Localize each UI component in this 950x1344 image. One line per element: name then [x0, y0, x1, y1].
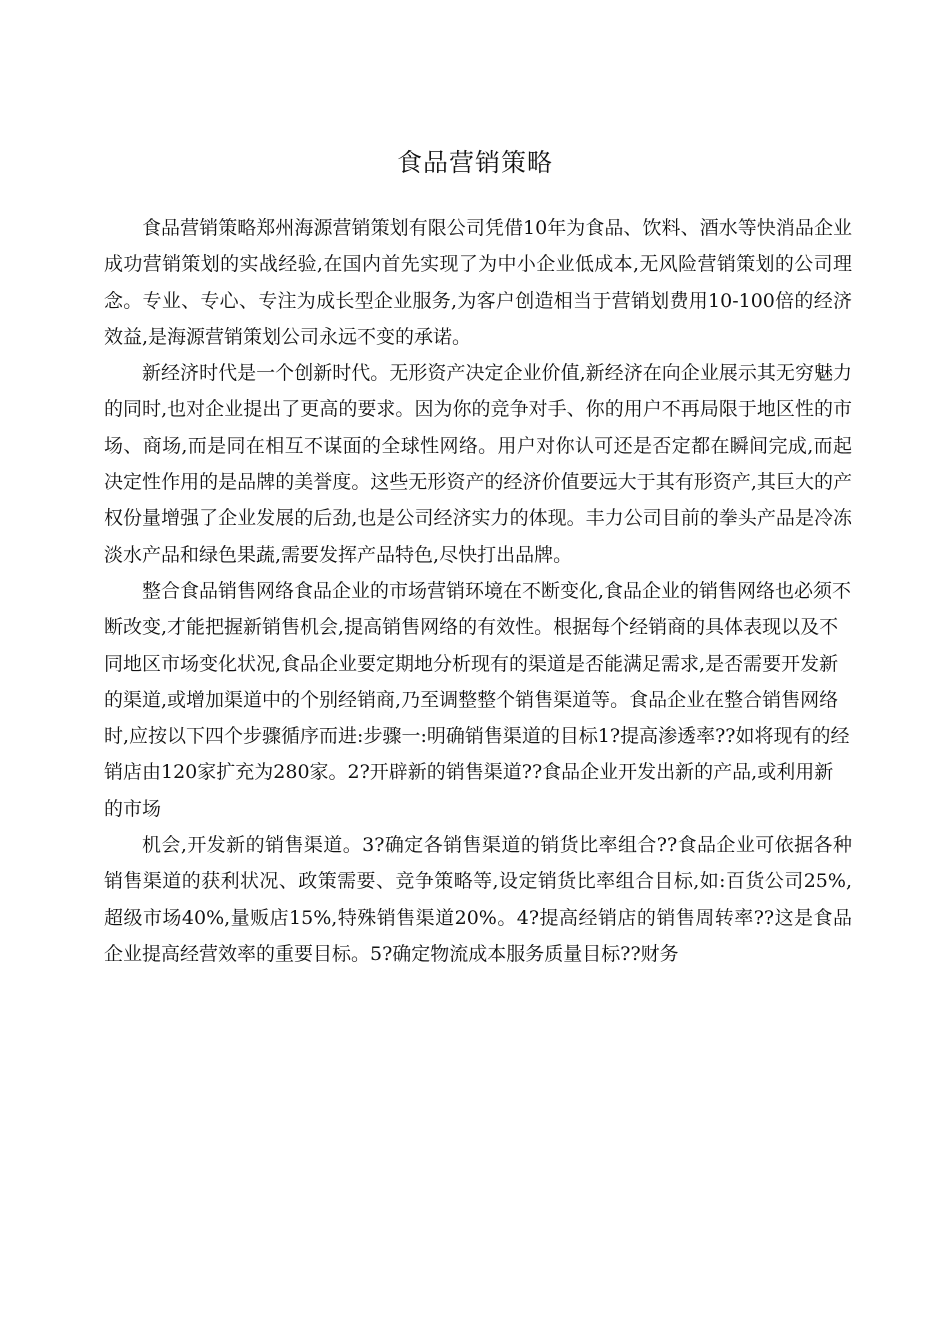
paragraph-1: 食品营销策略郑州海源营销策划有限公司凭借10年为食品、饮料、酒水等快消品企业成功营销策划的实战经验,在国内首先实现了为中小企业低成本,无风险营销策划的公司理念。专业、专心、专注为成长型企业服务,为客户创造相当于营销划费用10-100倍的经济效益,是海源营销策划公司永远不变的承诺。 [104, 217, 852, 348]
paragraph-4: 机会,开发新的销售渠道。3?确定各销售渠道的销货比率组合??食品企业可依据各种销售渠道的获利状况、政策需要、竞争策略等,设定销货比率组合目标,如:百货公司25%,超级市场40%,量贩店15%,特殊销售渠道20%。4?提高经销店的销售周转率??这是食品企业提高经营效率的重要目标。5?确定物流成本服务质量目标??财务 [104, 834, 852, 965]
paragraph-3: 整合食品销售网络食品企业的市场营销环境在不断变化,食品企业的销售网络也必须不断改变,才能把握新销售机会,提高销售网络的有效性。根据每个经销商的具体表现以及不同地区市场变化状况,食品企业要定期地分析现有的渠道是否能满足需求,是否需要开发新的渠道,或增加渠道中的个别经销商,乃至调整整个销售渠道等。食品企业在整合销售网络时,应按以下四个步骤循序而进:步骤一:明确销售渠道的目标1?提高渗透率??如将现有的经销店由120家扩充为280家。2?开辟新的销售渠道??食品企业开发出新的产品,或利用新的市场 [104, 579, 852, 820]
paragraph-2: 新经济时代是一个创新时代。无形资产决定企业价值,新经济在向企业展示其无穷魅力的同时,也对企业提出了更高的要求。因为你的竞争对手、你的用户不再局限于地区性的市场、商场,而是同在相互不谋面的全球性网络。用户对你认可还是否定都在瞬间完成,而起决定性作用的是品牌的美誉度。这些无形资产的经济价值要远大于其有形资产,其巨大的产权份量增强了企业发展的后劲,也是公司经济实力的体现。丰力公司目前的拳头产品是冷冻淡水产品和绿色果蔬,需要发挥产品特色,尽快打出品牌。 [104, 362, 852, 566]
document-body [104, 210, 852, 972]
document-title: 食品营销策略 [396, 148, 553, 177]
